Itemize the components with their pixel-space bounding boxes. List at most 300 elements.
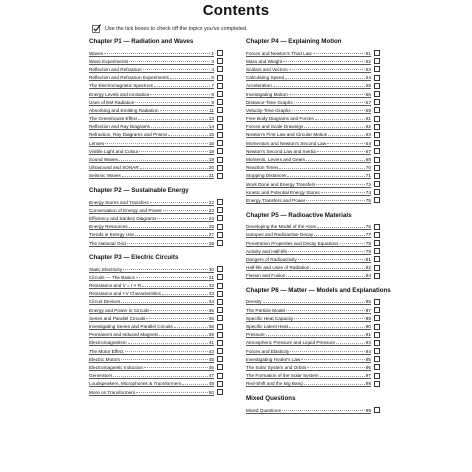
page-number: 47 (208, 373, 214, 379)
dot-leader (285, 74, 365, 79)
topic-title: Ultrasound and SONAR (89, 165, 139, 171)
completion-checkbox[interactable] (217, 373, 223, 379)
topic-title: Fission and Fusion (246, 273, 286, 279)
toc-entry (246, 406, 434, 414)
toc-entry-line (246, 140, 371, 147)
completion-checkbox[interactable] (217, 124, 223, 130)
toc-entry (246, 172, 434, 180)
completion-checkbox[interactable] (374, 373, 380, 379)
dot-leader (144, 364, 208, 369)
toc-entry-line (89, 123, 214, 130)
completion-checkbox[interactable] (374, 265, 380, 271)
completion-checkbox[interactable] (374, 340, 380, 346)
topic-title: Wave Experiments (89, 58, 129, 64)
toc-entry-line (246, 197, 371, 204)
completion-checkbox[interactable] (374, 124, 380, 130)
page-number: 97 (365, 373, 371, 379)
completion-checkbox[interactable] (217, 348, 223, 354)
topic-title: Kinetic and Potential Energy Stores (246, 189, 320, 195)
toc-entry (246, 106, 434, 114)
dot-leader (127, 240, 208, 245)
page-number: 79 (365, 248, 371, 254)
toc-entry-line (246, 148, 371, 155)
completion-checkbox[interactable] (374, 307, 380, 313)
completion-checkbox[interactable] (217, 340, 223, 346)
page-number: 94 (365, 348, 371, 354)
page-number: 57 (365, 99, 371, 105)
topic-title: Developing the Model of the Atom (246, 224, 317, 230)
page-number: 54 (365, 75, 371, 81)
completion-checkbox[interactable] (374, 107, 380, 113)
topic-title: Energy and Power in Circuits (89, 307, 150, 313)
page-number: 34 (208, 299, 214, 305)
completion-checkbox[interactable] (217, 83, 223, 89)
topic-title: Energy Levels and Ionisation (89, 91, 150, 97)
topic-title: Newton's First Law and Circular Motion (246, 132, 328, 138)
topic-title: Forces and Scale Drawings (246, 124, 304, 130)
toc-entry-line (89, 315, 214, 322)
topic-title: Specific Heat Capacity (246, 315, 294, 321)
completion-checkbox[interactable] (374, 224, 380, 230)
toc-entry (246, 49, 434, 57)
page-number: 52 (365, 58, 371, 64)
topic-title: Isotopes and Radioactive Decay (246, 232, 314, 238)
toc-entry-line (246, 298, 371, 305)
dot-leader (307, 364, 365, 369)
completion-checkbox[interactable] (217, 207, 223, 213)
toc-entry (246, 180, 434, 188)
toc-entry-line (89, 307, 214, 314)
dot-leader (289, 323, 365, 328)
topic-title: Investigating Motion (246, 91, 288, 97)
dot-leader (286, 307, 365, 312)
toc-entry-line (246, 91, 371, 98)
dot-leader (263, 298, 365, 303)
dot-leader (301, 356, 364, 361)
completion-checkbox[interactable] (374, 99, 380, 105)
topic-title: Density (246, 299, 262, 305)
topic-title: Electromagnetic Induction (89, 364, 143, 370)
topic-title: Static Electricity (89, 266, 123, 272)
dot-leader (129, 58, 210, 63)
dot-leader (317, 148, 365, 153)
topic-title: Moments, Levers and Gears (246, 157, 306, 163)
dot-leader (146, 315, 208, 320)
page-number: 67 (365, 148, 371, 154)
topic-title: The Motor Effect (89, 348, 124, 354)
dot-leader (286, 272, 364, 277)
dot-leader (282, 407, 365, 412)
topic-title: Investigating Series and Parallel Circuits (89, 324, 173, 330)
completion-checkbox[interactable] (217, 283, 223, 289)
topic-title: Seismic Waves (89, 173, 121, 179)
toc-entry-line (89, 148, 214, 155)
completion-checkbox[interactable] (217, 75, 223, 81)
toc-entry-line (89, 380, 214, 387)
toc-entry-line (89, 82, 214, 89)
page-number: 39 (208, 332, 214, 338)
page-number: 3 (211, 58, 214, 64)
toc-entry-line (89, 99, 214, 106)
dot-leader (336, 339, 365, 344)
dot-leader (139, 148, 207, 153)
completion-checkbox[interactable] (374, 332, 380, 338)
completion-checkbox[interactable] (374, 256, 380, 262)
completion-checkbox[interactable] (374, 58, 380, 64)
topic-title: Resistance and I-V Characteristics (89, 291, 161, 297)
toc-entry-line (246, 307, 371, 314)
toc-entry-line (89, 339, 214, 346)
toc-entry-line (246, 107, 371, 114)
dot-leader (289, 66, 365, 71)
dot-leader (304, 123, 364, 128)
dot-leader (154, 82, 210, 87)
completion-checkbox[interactable] (374, 50, 380, 56)
topic-title: Electric Motors (89, 356, 120, 362)
topic-title: Work Done and Energy Transfers (246, 181, 316, 187)
toc-entry-line (246, 58, 371, 65)
completion-checkbox[interactable] (374, 299, 380, 305)
completion-checkbox[interactable] (217, 50, 223, 56)
dot-leader (135, 99, 210, 104)
completion-checkbox[interactable] (374, 189, 380, 195)
toc-entry-line (246, 364, 371, 371)
completion-checkbox[interactable] (374, 324, 380, 330)
completion-checkbox[interactable] (374, 348, 380, 354)
dot-leader (304, 380, 365, 385)
toc-entry-line (246, 131, 371, 138)
topic-title: The Particle Model (246, 307, 286, 313)
completion-checkbox[interactable] (217, 91, 223, 97)
topic-title: Pressure (246, 332, 265, 338)
toc-entry-line (246, 272, 371, 279)
toc-entry (246, 90, 434, 98)
dot-leader (313, 50, 365, 55)
page-number: 19 (208, 157, 214, 163)
dot-leader (316, 181, 364, 186)
completion-checkbox[interactable] (217, 116, 223, 122)
page-number: 28 (208, 240, 214, 246)
toc-entry (246, 272, 434, 280)
page-number: 71 (365, 173, 371, 179)
completion-checkbox[interactable] (374, 407, 380, 413)
completion-checkbox[interactable] (217, 66, 223, 72)
topic-title: Electromagnetism (89, 340, 127, 346)
completion-checkbox[interactable] (374, 248, 380, 254)
page-number: 9 (211, 99, 214, 105)
completion-checkbox[interactable] (374, 116, 380, 122)
dot-leader (135, 231, 208, 236)
completion-checkbox[interactable] (374, 315, 380, 321)
dot-leader (306, 197, 364, 202)
toc-entry-line (246, 115, 371, 122)
toc-entry (246, 147, 434, 155)
right-column (246, 38, 434, 421)
dot-leader (294, 99, 365, 104)
dot-leader (279, 164, 364, 169)
dot-leader (119, 156, 208, 161)
page-number: 63 (365, 132, 371, 138)
topic-title: Absorbing and Emitting Radiation (89, 107, 159, 113)
topic-title: Energy Resources (89, 224, 128, 230)
topic-title: Forces and Newton's Third Law (246, 50, 312, 56)
dot-leader (140, 164, 208, 169)
completion-checkbox[interactable] (217, 173, 223, 179)
completion-checkbox[interactable] (217, 107, 223, 113)
toc-entry-line (89, 156, 214, 163)
toc-entry (246, 339, 434, 347)
completion-checkbox[interactable] (374, 91, 380, 97)
toc-entry (246, 331, 434, 339)
completion-checkbox[interactable] (217, 165, 223, 171)
toc-entry-line (246, 82, 371, 89)
toc-entry-line (246, 372, 371, 379)
dot-leader (314, 231, 365, 236)
page-number: 18 (208, 148, 214, 154)
dot-leader (142, 282, 208, 287)
toc-entry (246, 298, 434, 306)
completion-checkbox[interactable] (374, 165, 380, 171)
completion-checkbox[interactable] (374, 140, 380, 146)
completion-checkbox[interactable] (217, 274, 223, 280)
completion-checkbox[interactable] (217, 389, 223, 395)
completion-checkbox[interactable] (217, 324, 223, 330)
completion-checkbox[interactable] (374, 75, 380, 81)
completion-checkbox[interactable] (217, 315, 223, 321)
toc-entry (246, 115, 434, 123)
page-number: 76 (365, 224, 371, 230)
topic-title: Reflection and Refraction (89, 66, 142, 72)
completion-checkbox[interactable] (217, 299, 223, 305)
topic-title: Uses of EM Radiation (89, 99, 135, 105)
topic-title: Permanent and Induced Magnets (89, 332, 159, 338)
topic-title: Penetration Properties and Decay Equations (246, 240, 339, 246)
topic-title: Calculating Speed (246, 75, 285, 81)
topic-title: Scalars and Vectors (246, 66, 288, 72)
toc-entry-line (89, 240, 214, 247)
toc-entry-line (246, 99, 371, 106)
page-number: 61 (365, 116, 371, 122)
completion-checkbox[interactable] (217, 266, 223, 272)
completion-checkbox[interactable] (217, 381, 223, 387)
dot-leader (150, 91, 210, 96)
dot-leader (317, 223, 364, 228)
completion-checkbox[interactable] (217, 215, 223, 221)
toc-entry-line (246, 231, 371, 238)
chapter-heading: Mixed Questions (246, 394, 296, 402)
toc-entry (246, 74, 434, 82)
page-number: 96 (365, 364, 371, 370)
toc-entry-line (246, 223, 371, 230)
completion-checkbox[interactable] (217, 132, 223, 138)
topic-title: Free Body Diagrams and Forces (246, 116, 314, 122)
dot-leader (287, 172, 364, 177)
topic-title: Atmospheric Pressure and Liquid Pressure (246, 340, 336, 346)
topic-title: The Electromagnetic Spectrum (89, 83, 154, 89)
toc-entry-line (246, 240, 371, 247)
completion-checkbox[interactable] (217, 99, 223, 105)
toc-entry-line (246, 66, 371, 73)
topic-title: The National Grid (89, 240, 126, 246)
dot-leader (288, 248, 365, 253)
completion-checkbox[interactable] (374, 356, 380, 362)
completion-checkbox[interactable] (217, 148, 223, 154)
page-number: 48 (208, 381, 214, 387)
toc-entry-line (246, 123, 371, 130)
toc-entry (246, 231, 434, 239)
completion-checkbox[interactable] (217, 240, 223, 246)
page-number: 98 (365, 381, 371, 387)
completion-checkbox[interactable] (374, 240, 380, 246)
toc-entry-line (89, 356, 214, 363)
completion-checkbox[interactable] (217, 232, 223, 238)
toc-entry-line (89, 74, 214, 81)
toc-entry (246, 239, 434, 247)
chapter-section (246, 287, 434, 388)
completion-checkbox[interactable] (217, 332, 223, 338)
page-number: 35 (208, 307, 214, 313)
toc-entry (246, 131, 434, 139)
completion-checkbox[interactable] (374, 364, 380, 370)
completion-checkbox[interactable] (374, 83, 380, 89)
dot-leader (143, 66, 211, 71)
page-number: 7 (211, 83, 214, 89)
dot-leader (138, 115, 207, 120)
dot-leader (320, 372, 365, 377)
toc-entry-line (89, 131, 214, 138)
page-title: Contents (202, 2, 270, 19)
completion-checkbox[interactable] (217, 58, 223, 64)
page-number: 82 (365, 265, 371, 271)
toc-entry-line (89, 91, 214, 98)
dot-leader (289, 91, 365, 96)
topic-title: Newton's Second Law and Inertia (246, 148, 316, 154)
dot-leader (170, 74, 210, 79)
completion-checkbox[interactable] (374, 157, 380, 163)
toc-entry-line (89, 331, 214, 338)
completion-checkbox[interactable] (374, 148, 380, 154)
page-number: 33 (208, 291, 214, 297)
completion-checkbox[interactable] (374, 381, 380, 387)
toc-entry (246, 306, 434, 314)
topic-title: Sound Waves (89, 157, 119, 163)
dot-leader (290, 348, 365, 353)
completion-checkbox[interactable] (217, 199, 223, 205)
completion-checkbox[interactable] (217, 307, 223, 313)
toc-entry (246, 372, 434, 380)
topic-title: Circuit Devices (89, 299, 121, 305)
dot-leader (292, 107, 365, 112)
dot-leader (150, 199, 208, 204)
page-number: 20 (208, 165, 214, 171)
toc-entry-line (246, 181, 371, 188)
toc-entry-line (246, 248, 371, 255)
toc-entry (246, 355, 434, 363)
page-number: 22 (208, 199, 214, 205)
dot-leader (306, 156, 365, 161)
dot-leader (113, 372, 207, 377)
completion-checkbox[interactable] (374, 181, 380, 187)
page-number: 62 (365, 124, 371, 130)
page-number: 8 (211, 91, 214, 97)
completion-checkbox[interactable] (217, 356, 223, 362)
dot-leader (160, 107, 209, 112)
page-number: 55 (365, 83, 371, 89)
page-number: 31 (208, 274, 214, 280)
page-number: 89 (365, 315, 371, 321)
completion-checkbox[interactable] (217, 364, 223, 370)
topic-title: Acceleration (246, 83, 272, 89)
toc-entry-line (89, 66, 214, 73)
toc-entry-line (246, 189, 371, 196)
page-number: 59 (365, 107, 371, 113)
dot-leader (150, 307, 207, 312)
topic-title: Forces and Elasticity (246, 348, 290, 354)
toc-entry-line (246, 172, 371, 179)
completion-checkbox[interactable] (217, 157, 223, 163)
page-number: 53 (365, 66, 371, 72)
dot-leader (283, 58, 365, 63)
completion-checkbox[interactable] (217, 224, 223, 230)
topic-title: Circuits — The Basics (89, 274, 136, 280)
completion-checkbox[interactable] (374, 197, 380, 203)
topic-title: Generators (89, 373, 113, 379)
completion-checkbox[interactable] (374, 132, 380, 138)
toc-entry (246, 139, 434, 147)
chapter-heading: Chapter P3 — Electric Circuits (89, 254, 179, 262)
chapter-heading: Chapter P5 — Radioactive Materials (246, 211, 352, 219)
completion-checkbox[interactable] (374, 273, 380, 279)
dot-leader (315, 115, 365, 120)
topic-title: Trends in Energy Use (89, 232, 135, 238)
toc-entry (246, 57, 434, 65)
dot-leader (159, 331, 207, 336)
topic-title: Series and Parallel Circuits (89, 315, 146, 321)
dot-leader (128, 339, 208, 344)
toc-entry-line (89, 323, 214, 330)
completion-checkbox[interactable] (374, 232, 380, 238)
page-number: 74 (365, 189, 371, 195)
page-number: 23 (208, 207, 214, 213)
toc-entry-line (246, 339, 371, 346)
toc-entry (246, 322, 434, 330)
dot-leader (122, 172, 208, 177)
topic-title: Mixed Questions (246, 407, 281, 413)
completion-checkbox[interactable] (374, 173, 380, 179)
completion-checkbox[interactable] (217, 140, 223, 146)
topic-title: Resistance and V = I × R (89, 283, 142, 289)
toc-entry (246, 82, 434, 90)
chapter-section (246, 395, 434, 414)
toc-entry-line (246, 50, 371, 57)
toc-entry (246, 247, 434, 255)
page-number: 51 (365, 50, 371, 56)
dot-leader (182, 380, 208, 385)
page-number: 73 (365, 181, 371, 187)
dot-leader (310, 264, 364, 269)
toc-entry-line (246, 74, 371, 81)
page-number: 70 (365, 165, 371, 171)
completion-checkbox[interactable] (217, 291, 223, 297)
completion-checkbox[interactable] (374, 66, 380, 72)
dot-leader (136, 274, 208, 279)
toc-entry-line (89, 348, 214, 355)
chapter-section (246, 38, 434, 205)
topic-title: The Greenhouse Effect (89, 116, 138, 122)
toc-entry (246, 314, 434, 322)
toc-entry-line (89, 364, 214, 371)
page-number: 85 (365, 299, 371, 305)
